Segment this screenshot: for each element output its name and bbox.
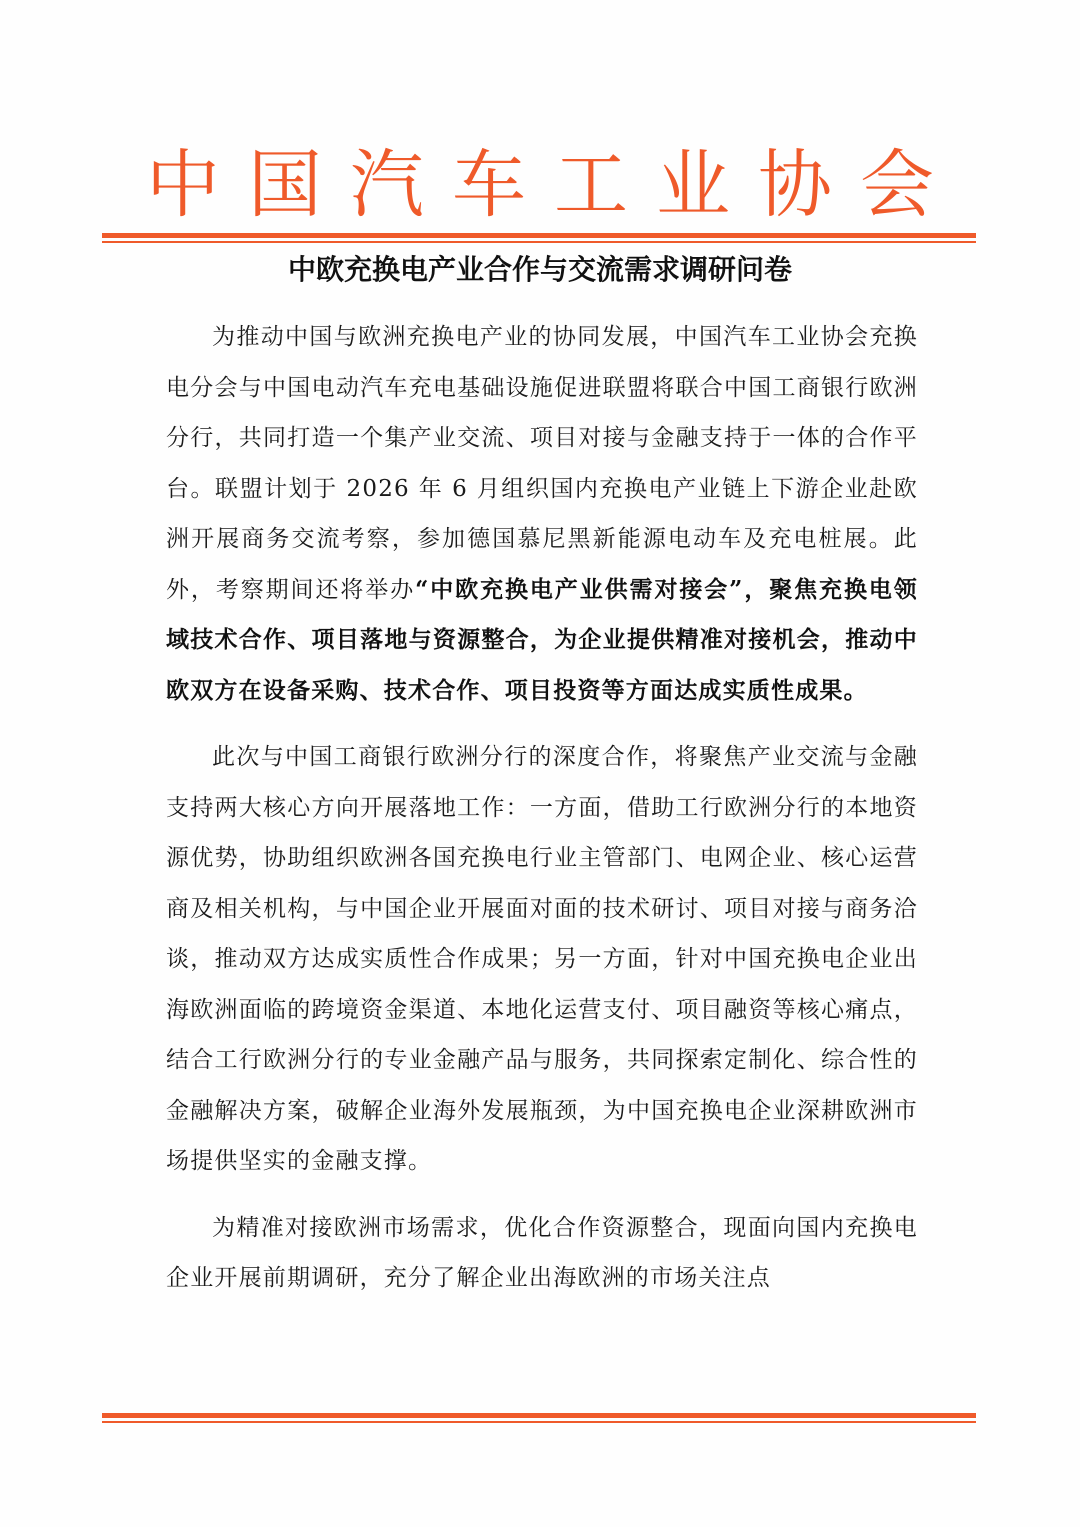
letterhead-divider-top [102,233,976,243]
divider-thin-line [102,241,976,243]
divider-thick-line [102,1413,976,1418]
paragraph-2: 此次与中国工商银行欧洲分行的深度合作，将聚焦产业交流与金融支持两大核心方向开展落地工作：一方面，借助工行欧洲分行的本地资源优势，协助组织欧洲各国充换电行业主管部门、电网企业、核心运营商及相关机构，与中国企业开展面对面的技术研讨、项目对接与商务洽谈，推动双方达成实质性合作成果；另一方面，针对中国充换电企业出海欧洲面临的跨境资金渠道、本地化运营支付、项目融资等核心痛点，结合工行欧洲分行的专业金融产品与服务，共同探索定制化、综合性的金融解决方案，破解企业海外发展瓶颈，为中国充换电企业深耕欧洲市场提供坚实的金融支撑。 [166,744,918,1174]
paragraph-1 [166,312,918,716]
footer-divider [102,1413,976,1423]
document-body [166,312,918,1320]
paragraph-1-bold-text: “中欧充换电产业供需对接会”，聚焦充换电领域技术合作、项目落地与资源整合，为企业提供精准对接机会，推动中欧双方在设备采购、技术合作、项目投资等方面达成实质性成果。 [166,575,918,704]
letterhead-org-name: 中国汽车工业协会 [146,142,962,228]
divider-thick-line [102,233,976,238]
document-title: 中欧充换电产业合作与交流需求调研问卷 [287,253,792,286]
divider-thin-line [102,1421,976,1423]
paragraph-1-text: 为推动中国与欧洲充换电产业的协同发展，中国汽车工业协会充换电分会与中国电动汽车充电基础设施促进联盟将联合中国工商银行欧洲分行，共同打造一个集产业交流、项目对接与金融支持于一体的合作平台。联盟计划于 2026 年 6 月组织国内充换电产业链上下游企业赴欧洲开展商务交流考察，参加德国慕尼黑新能源电动车及充电桩展。此外，考察期间还将举办 [166,324,918,603]
paragraph-3: 为精准对接欧洲市场需求，优化合作资源整合，现面向国内充换电企业开展前期调研，充分了解企业出海欧洲的市场关注点 [166,1214,918,1291]
